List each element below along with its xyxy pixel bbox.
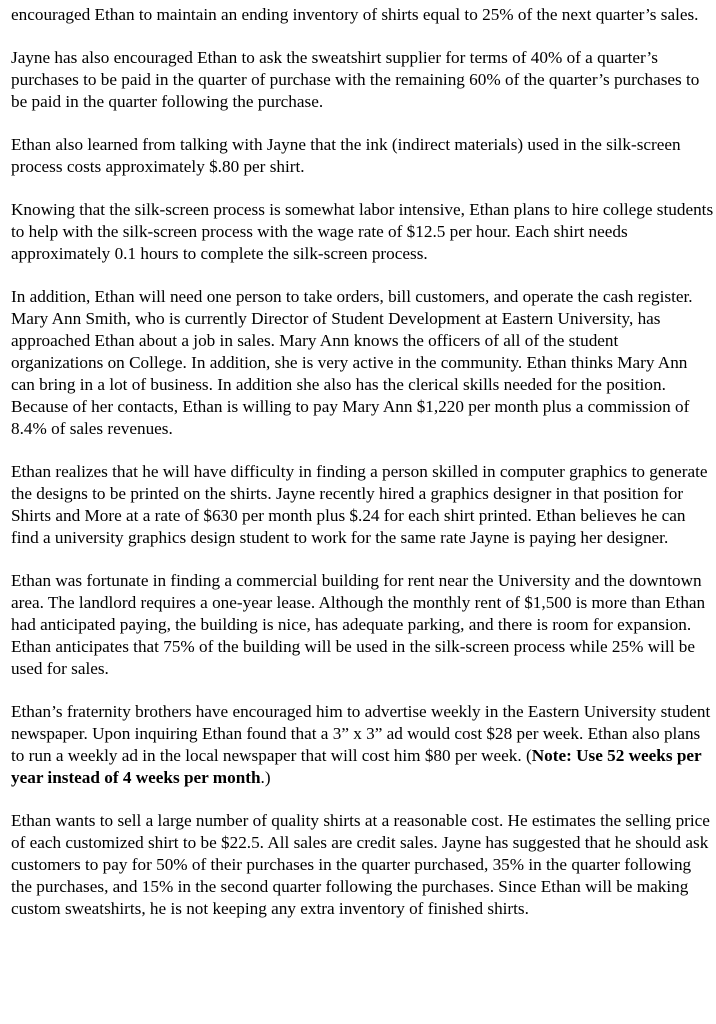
paragraph-building-rent: Ethan was fortunate in finding a commercial building for rent near the University and the downtown area. The landlord requires a one-year lease. Although the monthly rent of $1,500 is more than Ethan had anticipated paying, the building is nice, has adequate parking, and there is room for expansion. Ethan anticipates that 75% of the building will be used in the silk-screen process while 25% will be used for sales.	[11, 571, 706, 678]
paragraph-labor: Knowing that the silk-screen process is somewhat labor intensive, Ethan plans to hire college students to help with the silk-screen process with the wage rate of $12.5 per hour. Each shirt needs approximately 0.1 hours to complete the silk-screen process.	[11, 200, 714, 263]
advertising-text-end: .)	[260, 768, 271, 787]
paragraph-graphics-designer: Ethan realizes that he will have difficulty in finding a person skilled in computer graphics to generate the designs to be printed on the shirts. Jayne recently hired a graphics designer in that position for Shirts and More at a rate of $630 per month plus $.24 for each shirt printed. Ethan believes he can find a university graphics design student to work for the same rate Jayne is paying her designer.	[11, 462, 708, 547]
advertising-text: Ethan’s fraternity brothers have encouraged him to advertise weekly in the Eastern University student newspaper. Upon inquiring Ethan found that a 3” x 3” ad would cost $28 per week. Ethan also plans to run a weekly ad in the local newspaper that will cost him $80 per week. (	[11, 702, 711, 765]
advertising-note: Note: Use 52 weeks per year instead of 4 weeks per month	[11, 746, 702, 787]
paragraph-ending-inventory: encouraged Ethan to maintain an ending inventory of shirts equal to 25% of the next quarter’s sales.	[11, 5, 699, 24]
paragraph-advertising	[11, 701, 714, 789]
paragraph-sales-person: In addition, Ethan will need one person to take orders, bill customers, and operate the cash register. Mary Ann Smith, who is currently Director of Student Development at Eastern University, has approached Ethan about a job in sales. Mary Ann knows the officers of all of the student organizations on College. In addition, she is very active in the community. Ethan thinks Mary Ann can bring in a lot of business. In addition she also has the clerical skills needed for the position. Because of her contacts, Ethan is willing to pay Mary Ann $1,220 per month plus a commission of 8.4% of sales revenues.	[11, 287, 693, 438]
paragraph-ink-cost: Ethan also learned from talking with Jayne that the ink (indirect materials) used in the silk-screen process costs approximately $.80 per shirt.	[11, 135, 681, 176]
document-body	[11, 0, 714, 941]
paragraph-supplier-terms: Jayne has also encouraged Ethan to ask the sweatshirt supplier for terms of 40% of a quarter’s purchases to be paid in the quarter of purchase with the remaining 60% of the quarter’s purchases to be paid in the quarter following the purchase.	[11, 48, 700, 111]
paragraph-selling-price: Ethan wants to sell a large number of quality shirts at a reasonable cost. He estimates the selling price of each customized shirt to be $22.5. All sales are credit sales. Jayne has suggested that he should ask customers to pay for 50% of their purchases in the quarter purchased, 35% in the quarter following the purchases, and 15% in the second quarter following the purchases. Since Ethan will be making custom sweatshirts, he is not keeping any extra inventory of finished shirts.	[11, 811, 710, 918]
